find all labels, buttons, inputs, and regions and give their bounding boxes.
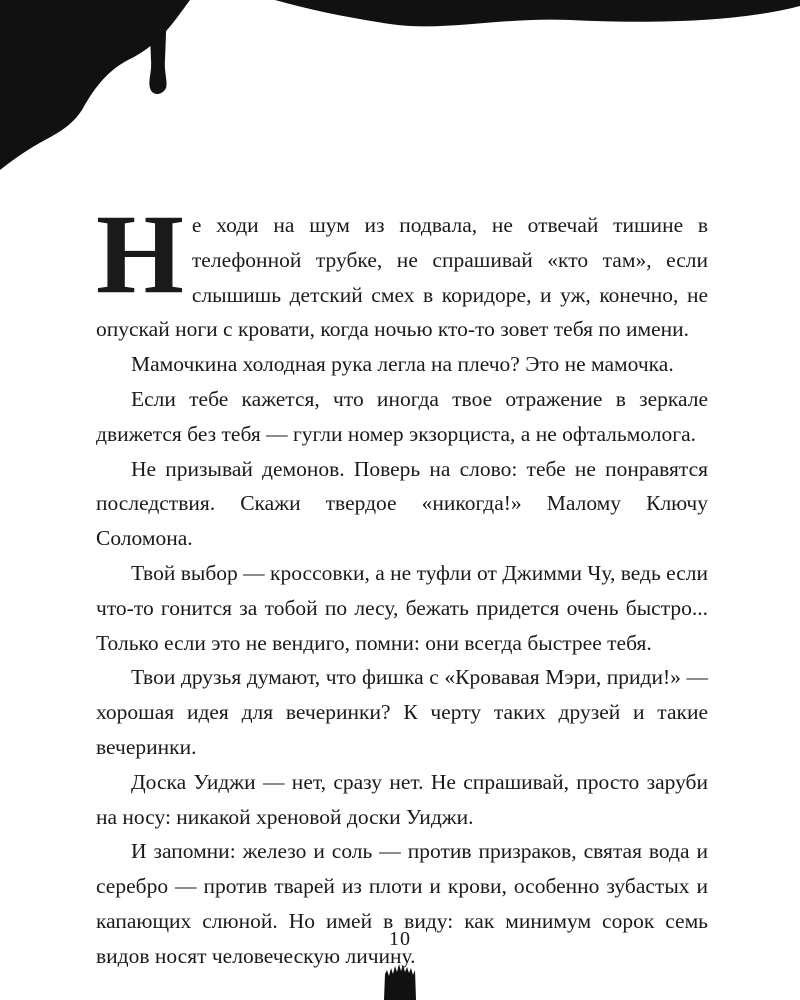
brush-mark-decoration <box>382 960 418 1000</box>
paragraph: И запомни: железо и соль — против призраков, святая вода и серебро — против тварей из плоти и крови, особенно зубастых и капающих слюной. Но имей в виду: как минимум сорок семь видов носят человеческую личину. <box>96 839 708 968</box>
paragraph: Доска Уиджи — нет, сразу нет. Не спрашивай, просто заруби на носу: никакой хреновой доски Уиджи. <box>96 769 708 829</box>
paragraph-text: е ходи на шум из подвала, не отвечай тишине в телефонной трубке, не спрашивай «кто там», если слышишь детский смех в коридоре, и уж, конечно, не опускай ноги с кровати, когда ночью кто-то зовет тебя по имени. <box>96 213 708 342</box>
paragraph: Мамочкина холодная рука легла на плечо? Это не мамочка. <box>131 352 674 377</box>
ink-splash-top <box>275 0 800 26</box>
body-text <box>96 192 708 974</box>
paragraph: Твой выбор — кроссовки, а не туфли от Джимми Чу, ведь если что-то гонится за тобой по лесу, бежать придется очень быстро... Только если это не вендиго, помни: они всегда быстрее тебя. <box>96 560 708 655</box>
paragraph: Твои друзья думают, что фишка с «Кровавая Мэри, приди!» — хорошая идея для вечеринки? К черту таких друзей и такие вечеринки. <box>96 665 708 759</box>
paragraph: Не призывай демонов. Поверь на слово: тебе не понравятся последствия. Скажи твердое «никогда!» Малому Ключу Соломона. <box>96 456 708 551</box>
paragraph <box>96 192 708 347</box>
ink-splash-decoration <box>0 0 800 180</box>
ink-drip <box>149 0 168 94</box>
page-number: 10 <box>389 928 411 950</box>
paragraph: Если тебе кажется, что иногда твое отражение в зеркале движется без тебя — гугли номер экзорциста, а не офтальмолога. <box>96 386 708 446</box>
drop-cap: Н <box>96 192 184 317</box>
